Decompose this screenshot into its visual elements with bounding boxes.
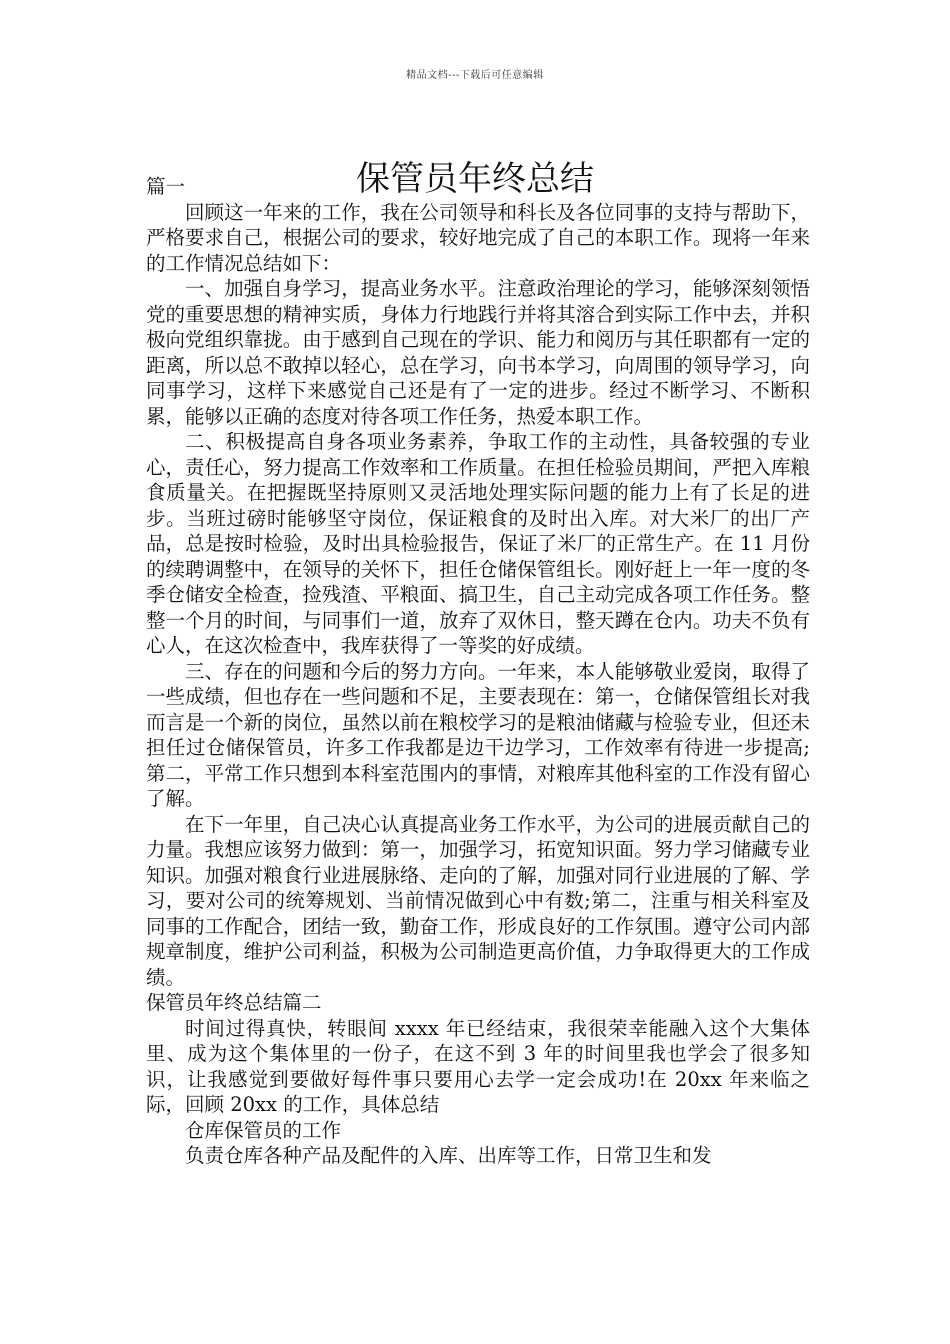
paragraph: 一、加强自身学习，提高业务水平。注意政治理论的学习，能够深刻领悟党的重要思想的精神实质，身体力行地践行并将其溶合到实际工作中去，并积极向党组织靠拢。由于感到自己现在的学识、能力和阅历与其任职都有一定的距离，所以总不敢掉以轻心，总在学习，向书本学习，向周围的领导学习，向同事学习，这样下来感觉自己还是有了一定的进步。经过不断学习、不断积累，能够以正确的态度对待各项工作任务，热爱本职工作。 [146,277,810,428]
paragraph: 三、存在的问题和今后的努力方向。一年来，本人能够敬业爱岗，取得了一些成绩，但也存在一些问题和不足，主要表现在：第一，仓储保管组长对我而言是一个新的岗位，虽然以前在粮校学习的是粮油储藏与检验专业，但还未担任过仓储保管员，许多工作我都是边干边学习，工作效率有待进一步提高;第二，平常工作只想到本科室范围内的事情，对粮库其他科室的工作没有留心了解。 [146,659,810,810]
paragraph: 二、积极提高自身各项业务素养，争取工作的主动性，具备较强的专业心，责任心，努力提高工作效率和工作质量。在担任检验员期间，严把入库粮食质量关。在把握既坚持原则又灵活地处理实际问题的能力上有了长足的进步。当班过磅时能够坚守岗位，保证粮食的及时出入库。对大米厂的出厂产品，总是按时检验，及时出具检验报告，保证了米厂的正常生产。在 11 月份的续聘调整中，在领导的关怀下，担任仓储保管组长。刚好赶上一年一度的冬季仓储安全检查，捡残渣、平粮面、搞卫生，自己主动完成各项工作任务。整整一个月的时间，与同事们一道，放弃了双休日，整天蹲在仓内。功夫不负有心人，在这次检查中，我库获得了一等奖的好成绩。 [146,430,810,657]
paragraph: 在下一年里，自己决心认真提高业务工作水平，为公司的进展贡献自己的力量。我想应该努力做到：第一，加强学习，拓宽知识面。努力学习储藏专业知识。加强对粮食行业进展脉络、走向的了解，加强对同行业进展的了解、学习，要对公司的统筹规划、当前情况做到心中有数;第二，注重与相关科室及同事的工作配合，团结一致，勤奋工作，形成良好的工作氛围。遵守公司内部规章制度，维护公司利益，积极为公司制造更高价值，力争取得更大的工作成绩。 [146,812,810,989]
paragraph: 仓库保管员的工作 [185,1118,342,1142]
paragraph: 保管员年终总结篇二 [146,991,322,1014]
document-title: 保管员年终总结 [356,158,594,199]
paragraph: 负责仓库各种产品及配件的入库、出库等工作，日常卫生和发 [185,1144,712,1167]
paragraph: 篇一 [146,175,186,198]
page-header-note: 精品文档---下载后可任意编辑 [406,70,544,81]
paragraph: 时间过得真快，转眼间 xxxx 年已经结束，我很荣幸能融入这个大集体里、成为这个集体里的一份子，在这不到 3 年的时间里我也学会了很多知识，让我感觉到要做好每件事只要用心去学一定会成功!在 20xx 年来临之际，回顾 20xx 的工作，具体总结 [146,1016,810,1116]
document-body [146,174,810,1169]
paragraph: 回顾这一年来的工作，我在公司领导和科长及各位同事的支持与帮助下，严格要求自己，根据公司的要求，较好地完成了自己的本职工作。现将一年来的工作情况总结如下： [146,200,810,275]
